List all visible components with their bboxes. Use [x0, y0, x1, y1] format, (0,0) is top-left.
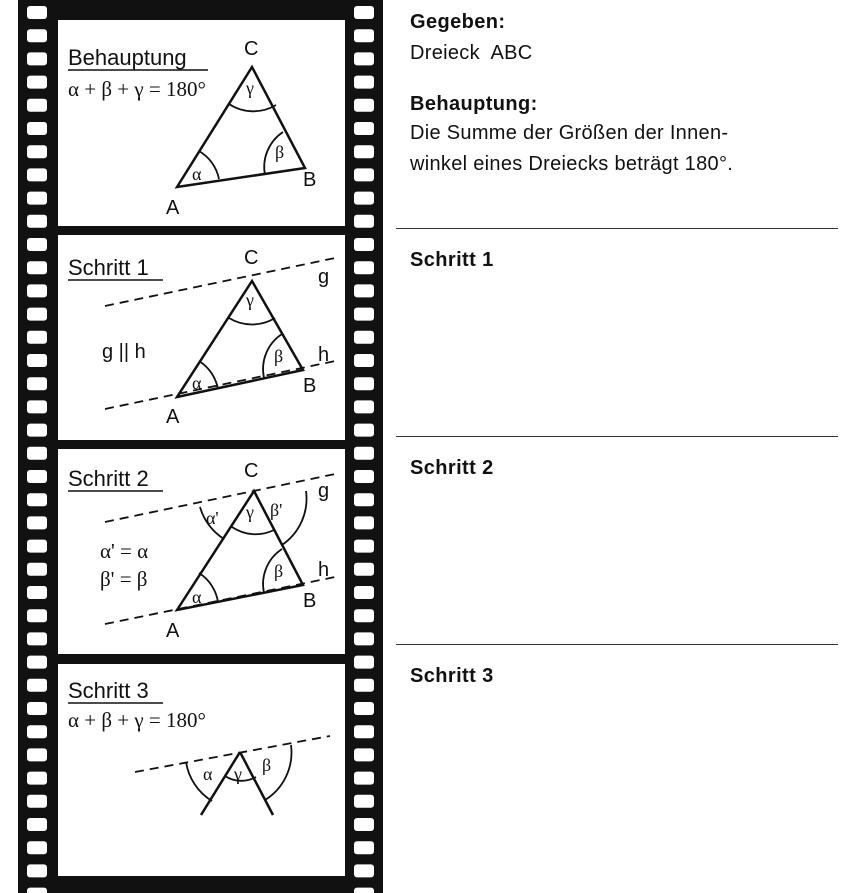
sprocket-hole [354, 52, 374, 65]
sprocket-hole [27, 29, 47, 42]
sprocket-hole [27, 656, 47, 669]
sprocket-hole [27, 725, 47, 738]
sprocket-hole [354, 400, 374, 413]
panel3-title: Schritt 2 [68, 466, 149, 491]
sprocket-hole [354, 888, 374, 893]
sprocket-hole [354, 772, 374, 785]
panel1-formula: α + β + γ = 180° [68, 77, 206, 101]
sprocket-hole [354, 725, 374, 738]
sprocket-hole [27, 632, 47, 645]
sprocket-hole [354, 99, 374, 112]
panel3-alpha: α [192, 587, 202, 607]
panel4-title: Schritt 3 [68, 678, 149, 703]
panel4-alpha: α [203, 764, 213, 784]
step-2-heading: Schritt 2 [410, 457, 494, 479]
sprocket-hole [27, 841, 47, 854]
panel-schritt-3 [58, 664, 345, 876]
panel2-label-b: B [303, 375, 317, 397]
panel1-label-a: A [166, 197, 180, 219]
sprocket-hole [27, 6, 47, 19]
sprocket-hole [354, 632, 374, 645]
step-1-heading: Schritt 1 [410, 249, 494, 271]
film-strip [0, 0, 390, 893]
sprocket-hole [354, 470, 374, 483]
sprocket-hole [27, 52, 47, 65]
sprocket-hole [354, 331, 374, 344]
separator-1 [396, 228, 838, 229]
panel1-label-b: B [303, 169, 317, 191]
sprocket-hole [27, 308, 47, 321]
sprocket-hole [354, 540, 374, 553]
panel2-title: Schritt 1 [68, 255, 149, 280]
panel4-beta: β [262, 755, 272, 775]
given-heading: Gegeben: [410, 11, 506, 33]
panel3-eq1: α' = α [100, 539, 149, 563]
panel1-beta: β [275, 142, 285, 162]
panel3-label-g: g [318, 480, 330, 502]
panel-behauptung [58, 20, 345, 226]
sprocket-hole [27, 818, 47, 831]
claim-line-1: Die Summe der Größen der Innen- [410, 122, 729, 144]
panel2-label-g: g [318, 266, 330, 288]
sprocket-hole [27, 145, 47, 158]
sprocket-hole [354, 447, 374, 460]
sprocket-hole [27, 470, 47, 483]
panel3-label-c: C [244, 460, 259, 482]
sprocket-hole [27, 864, 47, 877]
panel3-beta-prime: β' [270, 500, 283, 520]
sprocket-hole [354, 29, 374, 42]
panel-schritt-2 [58, 449, 345, 654]
panel2-label-h: h [318, 344, 330, 366]
panel2-gamma: γ [246, 290, 254, 310]
sprocket-hole [27, 609, 47, 622]
sprocket-hole [27, 795, 47, 808]
sprocket-hole [354, 192, 374, 205]
sprocket-hole [354, 818, 374, 831]
panel2-beta: β [274, 346, 284, 366]
panel3-label-b: B [303, 590, 317, 612]
panel1-title: Behauptung [68, 45, 187, 70]
sprocket-hole [27, 447, 47, 460]
step-3-section [410, 665, 835, 688]
panel3-label-h: h [318, 559, 330, 581]
sprocket-hole [354, 308, 374, 321]
panel3-beta: β [274, 561, 284, 581]
sprocket-hole [354, 795, 374, 808]
panel1-label-c: C [244, 38, 259, 60]
sprocket-hole [354, 563, 374, 576]
panel-schritt-1 [58, 235, 345, 440]
sprocket-hole [354, 215, 374, 228]
given-section [410, 8, 835, 70]
step-3-heading: Schritt 3 [410, 665, 494, 687]
sprocket-hole [354, 424, 374, 437]
sprocket-hole [354, 586, 374, 599]
sprocket-hole [354, 76, 374, 89]
sprocket-hole [354, 168, 374, 181]
sprocket-hole [27, 331, 47, 344]
sprocket-hole [27, 192, 47, 205]
claim-line-2: winkel eines Dreiecks beträgt 180°. [410, 153, 734, 175]
sprocket-hole [354, 145, 374, 158]
sprocket-hole [27, 424, 47, 437]
sprocket-hole [27, 168, 47, 181]
sprocket-hole [354, 6, 374, 19]
sprocket-hole [27, 284, 47, 297]
claim-section [410, 90, 835, 180]
step-1-section [410, 249, 835, 272]
sprocket-hole [354, 261, 374, 274]
panel2-label-a: A [166, 406, 180, 428]
sprocket-hole [27, 215, 47, 228]
sprocket-hole [354, 748, 374, 761]
panel3-gamma: γ [246, 502, 254, 522]
sprocket-hole [354, 284, 374, 297]
sprocket-hole [27, 122, 47, 135]
sprocket-hole [27, 400, 47, 413]
sprocket-hole [27, 354, 47, 367]
panel3-label-a: A [166, 620, 180, 642]
sprocket-hole [27, 540, 47, 553]
sprocket-hole [354, 702, 374, 715]
sprocket-hole [27, 377, 47, 390]
sprocket-hole [354, 864, 374, 877]
separator-3 [396, 644, 838, 645]
sprocket-hole [27, 888, 47, 893]
sprocket-hole [354, 377, 374, 390]
panel2-label-c: C [244, 247, 259, 269]
sprocket-hole [27, 99, 47, 112]
panel3-alpha-prime: α' [206, 508, 219, 528]
sprocket-hole [27, 516, 47, 529]
sprocket-hole [354, 354, 374, 367]
sprocket-hole [27, 772, 47, 785]
given-text: Dreieck ABC [410, 42, 533, 64]
panel1-gamma: γ [246, 78, 254, 98]
sprocket-hole [27, 261, 47, 274]
sprocket-hole [27, 493, 47, 506]
sprocket-hole [354, 516, 374, 529]
separator-2 [396, 436, 838, 437]
sprocket-hole [27, 238, 47, 251]
sprocket-hole [354, 238, 374, 251]
sprocket-hole [27, 586, 47, 599]
panel1-alpha: α [192, 164, 202, 184]
claim-heading: Behauptung: [410, 93, 538, 115]
panel4-formula: α + β + γ = 180° [68, 708, 206, 732]
sprocket-hole [354, 841, 374, 854]
sprocket-hole [354, 679, 374, 692]
sprocket-hole [354, 609, 374, 622]
sprocket-hole [354, 656, 374, 669]
panel4-gamma: γ [234, 764, 242, 784]
sprocket-hole [27, 679, 47, 692]
sprocket-hole [27, 76, 47, 89]
panel3-eq2: β' = β [100, 567, 148, 591]
sprocket-hole [354, 122, 374, 135]
panel2-alpha: α [192, 373, 202, 393]
sprocket-hole [27, 702, 47, 715]
panel2-note: g || h [102, 341, 146, 363]
step-2-section [410, 457, 835, 480]
sprocket-hole [27, 563, 47, 576]
sprocket-hole [354, 493, 374, 506]
sprocket-hole [27, 748, 47, 761]
